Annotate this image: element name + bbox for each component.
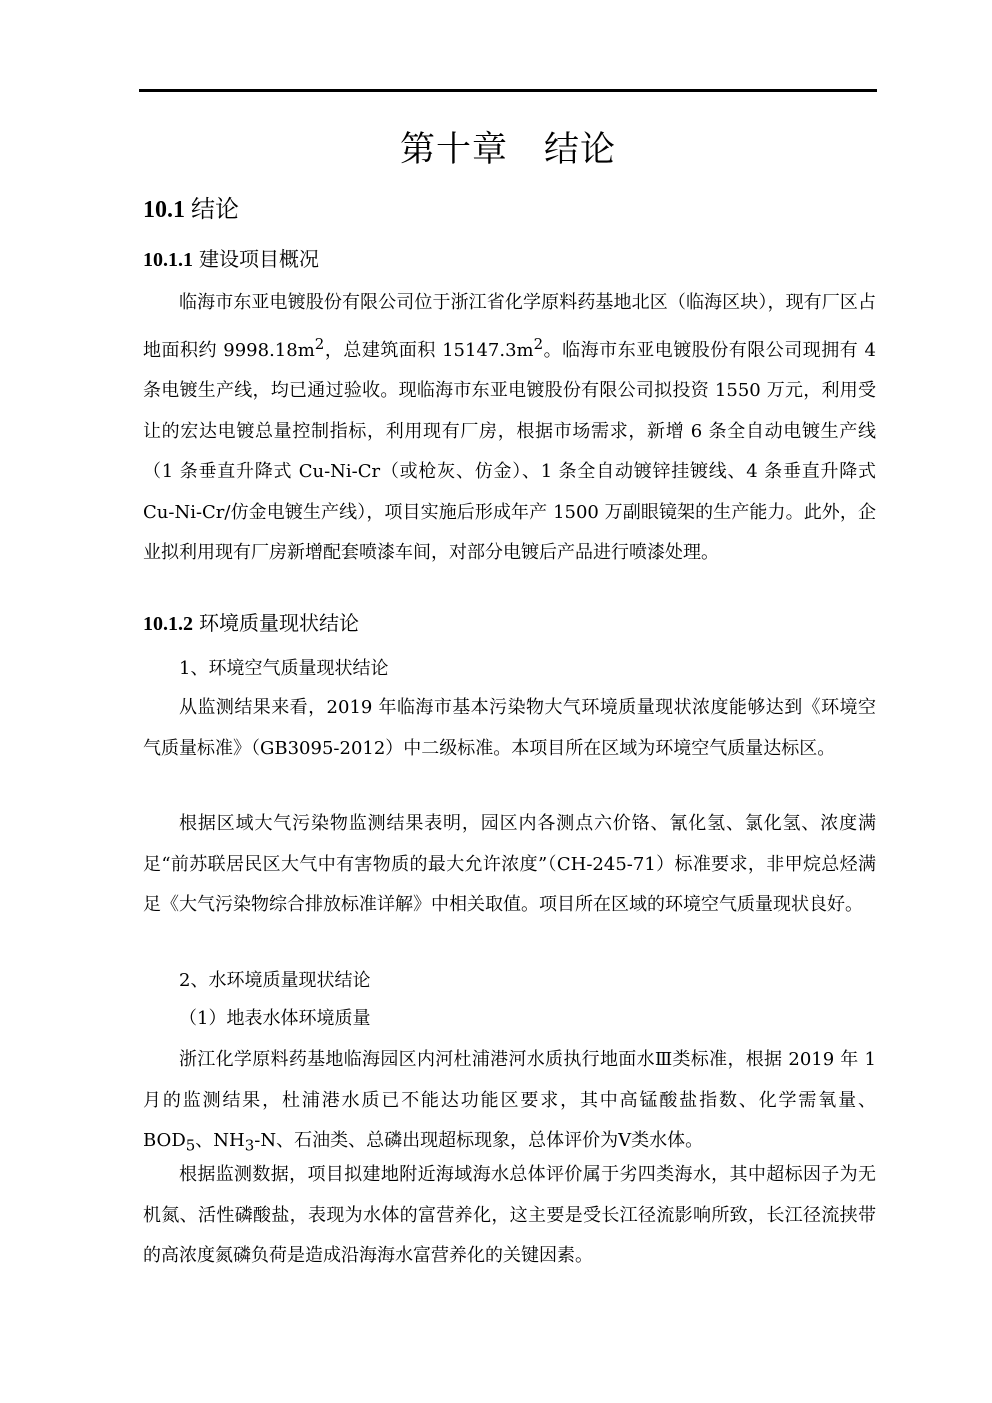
paragraph-text: 浙江化学原料药基地临海园区内河杜浦港河水质执行地面水Ⅲ类标准，根据 2019 年 1 月的监测结果，杜浦港水质已不能达功能区要求，其中高锰酸盐指数、化学需氧量、BOD [143,1049,876,1151]
section-heading [143,192,239,227]
subsection-heading-1 [143,244,319,275]
subscript: 3 [244,1136,255,1155]
paragraph-text: 、NH [195,1130,245,1151]
chapter-title: 第十章 结论 [399,130,616,170]
surface-water-paragraph [143,1040,876,1166]
header-rule [139,89,877,92]
subsection-number: 10.1.1 [143,249,193,271]
air-quality-paragraph-1: 从监测结果来看，2019 年临海市基本污染物大气环境质量现状浓度能够达到《环境空气质量标准》（GB3095-2012）中二级标准。本项目所在区域为环境空气质量达标区。 [143,697,876,759]
subsection-number: 10.1.2 [143,613,193,635]
paragraph-text: 。临海市东亚电镀股份有限公司现拥有 4 条电镀生产线，均已通过验收。现临海市东亚电镀股份有限公司拟投资 1550 万元，利用受让的宏达电镀总量控制指标，利用现有厂房，根据市场需求，新增 6 条全自动电镀生产线（1 条垂直升降式 Cu-Ni-Cr（或枪灰、仿金）、1 条全自动镀锌挂镀线、4 条垂直升降式 Cu-Ni-Cr/仿金电镀生产线），项目实施后形成年产 1500 万副眼镜架的生产能力。此外，企业拟利用现有厂房新增配套喷漆车间，对部分电镀后产品进行喷漆处理。 [143,339,876,563]
subsection-title: 环境质量现状结论 [199,611,359,635]
seawater-paragraph: 根据监测数据，项目拟建地附近海域海水总体评价属于劣四类海水，其中超标因子为无机氮、活性磷酸盐，表现为水体的富营养化，这主要是受长江径流影响所致，长江径流挟带的高浓度氮磷负荷是造成沿海海水富营养化的关键因素。 [143,1164,876,1266]
list-item-surface-water: （1）地表水体环境质量 [179,1008,371,1029]
air-quality-paragraph-2: 根据区域大气污染物监测结果表明，园区内各测点六价铬、氰化氢、氯化氢、浓度满足“前苏联居民区大气中有害物质的最大允许浓度”（CH-245-71）标准要求，非甲烷总烃满足《大气污染物综合排放标准详解》中相关取值。项目所在区域的环境空气质量现状良好。 [143,813,876,915]
subscript: 5 [185,1136,196,1155]
paragraph-text: 临海市东亚电镀股份有限公司位于浙江省化学原料药基地北区（临海区块），现有厂区占地面积约 9998.18m [143,292,876,361]
subsection-heading-2 [143,608,359,639]
superscript: 2 [314,334,325,353]
subsection-title: 建设项目概况 [199,247,319,271]
superscript: 2 [533,334,544,353]
paragraph-text: ，总建筑面积 15147.3m [324,339,534,361]
paragraph-text: -N、石油类、总磷出现超标现象，总体评价为Ⅴ类水体。 [254,1130,704,1151]
project-overview-paragraph [143,283,876,574]
list-item-air-quality: 1、环境空气质量现状结论 [179,658,389,679]
section-title: 结论 [191,195,239,223]
list-item-water-quality: 2、水环境质量现状结论 [179,970,371,991]
section-number: 10.1 [143,197,185,223]
